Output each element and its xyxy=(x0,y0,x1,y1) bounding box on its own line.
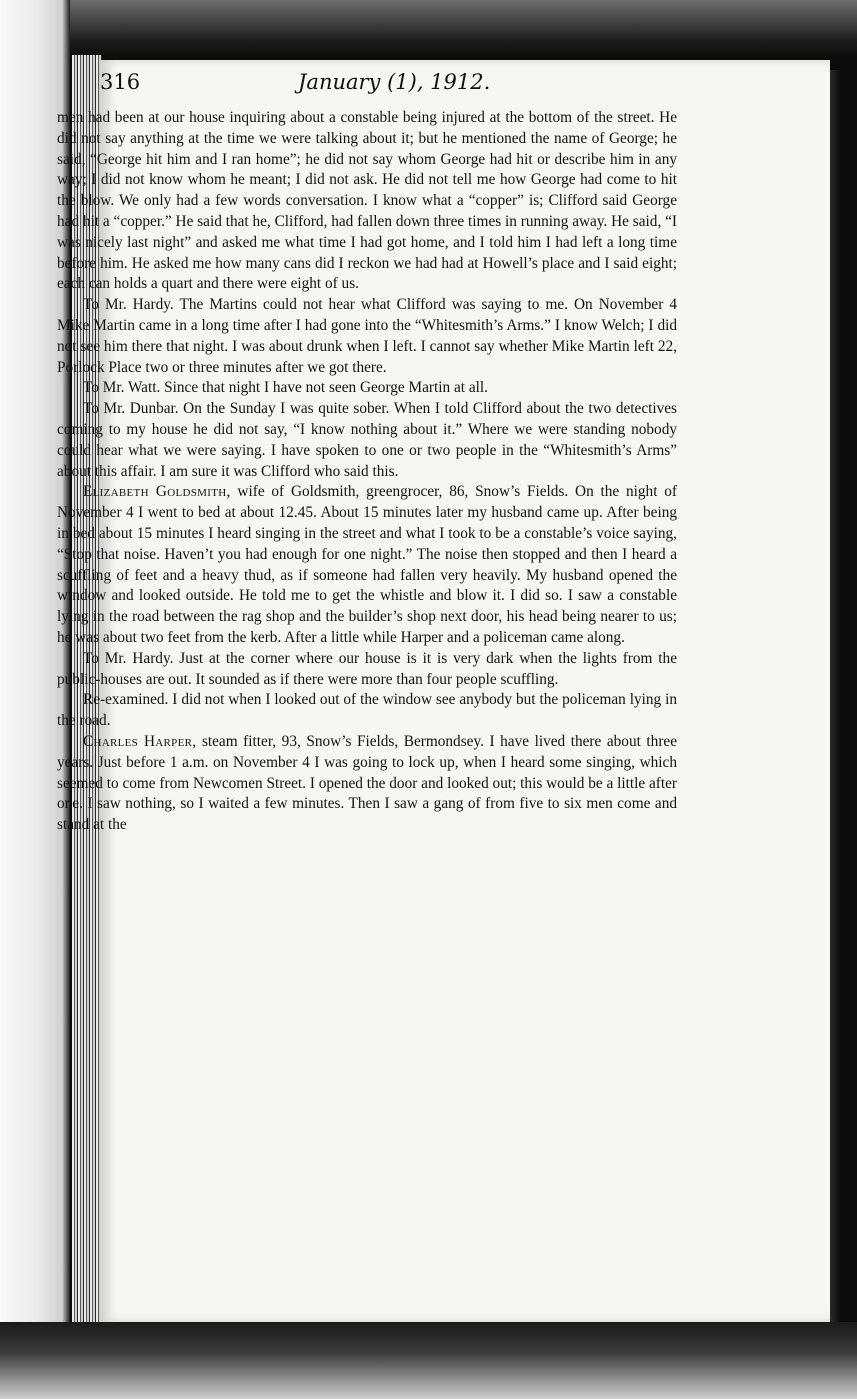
paragraph xyxy=(57,378,677,399)
scan-top-shadow xyxy=(0,0,857,60)
paragraph-text: To Mr. Dunbar. On the Sunday I was quite sober. When I told Clifford about the two detectives coming to my house he did not say, “I know nothing about it.” Where we were standing nobody could hear what we were saying. I have spoken to one or two people in the “Whitesmith’s Arms” about this affair. I am sure it was Clifford who said this. xyxy=(57,400,677,480)
paragraph-text: men had been at our house inquiring about a constable being injured at the bottom of the street. He did not say anything at the time we were talking about it; but he mentioned the name of George; he said, “George hit him and I ran home”; he did not say whom George had hit or describe him in any way; I did not know whom he meant; I did not ask. He did not tell me how George had come to hit the blow. We only had a few words conversation. I know what a “copper” is; Clifford said George had hit a “copper.” He said that he, Clifford, had fallen down three times in running away. He said, “I was nicely last night” and asked me what time I had got home, and I told him I had left a long time before him. He asked me how many cans did I reckon we had had at Howell’s place and I said eight; each can holds a quart and there were eight of us. xyxy=(57,109,677,293)
page-number: 316 xyxy=(100,70,141,94)
paragraph xyxy=(57,108,677,295)
scan-right-edge xyxy=(830,70,857,1330)
paragraph xyxy=(57,732,677,836)
paragraph-text: To Mr. Hardy. The Martins could not hear what Clifford was saying to me. On November 4 Mike Martin came in a long time after I had gone into the “Whitesmith’s Arms.” I know Welch; I did not see him there that night. I was about drunk when I left. I cannot say whether Mike Martin left 22, Porlock Place two or three minutes after we got there. xyxy=(57,296,677,376)
paragraph xyxy=(57,399,677,482)
running-title: January (1), 1912. xyxy=(298,70,491,94)
paragraph xyxy=(57,690,677,732)
paragraph-text: wife of Goldsmith, greengrocer, 86, Snow’s Fields. On the night of November 4 I went to bed at about 12.45. About 15 minutes later my husband came up. After being in bed about 15 minutes I heard singing in the street and what I took to be a constable’s voice saying, “Stop that noise. Haven’t you had enough for one night.” The noise then stopped and then I heard a scuffling of feet and a heavy thud, as if someone had fallen very heavily. My husband opened the window and looked outside. He told me to get the whistle and blow it. I did so. I saw a constable lying in the road between the rag shop and the builder’s shop next door, his head being nearer to us; he was about two feet from the kerb. After a little while Harper and a policeman came along. xyxy=(57,483,678,646)
body-text xyxy=(57,108,677,836)
paragraph-text: Re-examined. I did not when I looked out of the window see anybody but the policeman lying in the road. xyxy=(57,691,677,730)
paragraph xyxy=(57,295,677,378)
paragraph-text: steam fitter, 93, Snow’s Fields, Bermondsey. I have lived there about three years. Just before 1 a.m. on November 4 I was going to lock up, when I heard some singing, which seemed to come from Newcomen Street. I opened the door and looked out; this would be a little after one. I saw nothing, so I waited a few minutes. Then I saw a gang of from five to six men come and stand at the xyxy=(57,732,677,834)
paragraph xyxy=(57,482,677,648)
scan-bottom-shadow xyxy=(0,1322,857,1399)
paragraph xyxy=(57,649,677,691)
witness-name: Charles Harper, xyxy=(83,732,197,750)
page-header xyxy=(100,70,570,110)
paragraph-text: To Mr. Watt. Since that night I have not seen George Martin at all. xyxy=(83,379,488,397)
witness-name: Elizabeth Goldsmith, xyxy=(83,483,231,501)
paragraph-text: To Mr. Hardy. Just at the corner where our house is it is very dark when the lights from the public-houses are out. It sounded as if there were more than four people scuffling. xyxy=(57,649,677,688)
